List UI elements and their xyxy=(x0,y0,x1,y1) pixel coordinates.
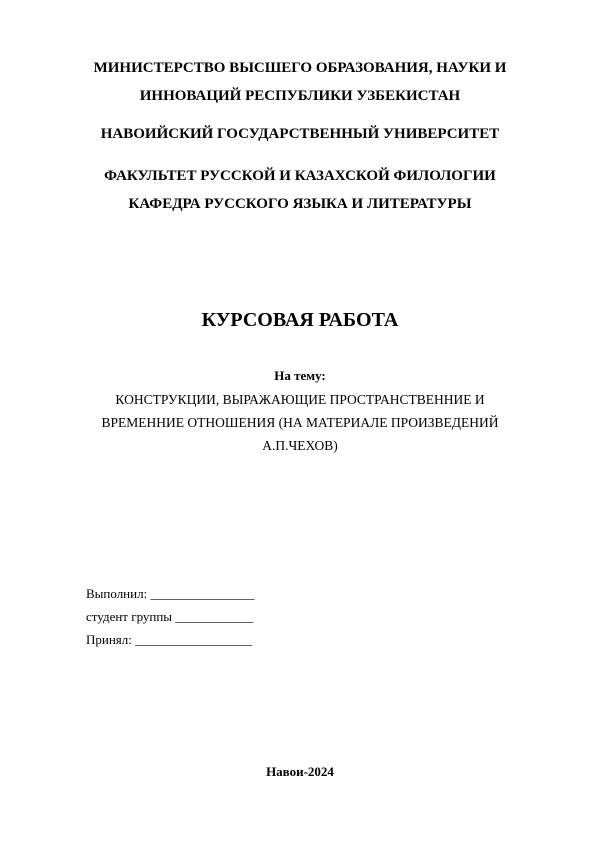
performed-by-field: Выполнил: ________________ xyxy=(86,586,255,601)
topic-label: На тему: xyxy=(274,368,326,383)
university-heading xyxy=(20,120,580,148)
university-name: НАВОИЙСКИЙ ГОСУДАРСТВЕННЫЙ УНИВЕРСИТЕТ xyxy=(100,126,500,142)
student-group-field: студент группы ____________ xyxy=(86,609,254,624)
ministry-line-2: ИННОВАЦИЙ РЕСПУБЛИКИ УЗБЕКИСТАН xyxy=(139,88,461,104)
topic-line-1: КОНСТРУКЦИИ, ВЫРАЖАЮЩИЕ ПРОСТРАНСТВЕННИЕ И xyxy=(115,392,485,407)
topic-text xyxy=(20,388,580,457)
faculty-heading xyxy=(20,162,580,218)
ministry-line-1: МИНИСТЕРСТВО ВЫСШЕГО ОБРАЗОВАНИЯ, НАУКИ И xyxy=(93,60,507,76)
topic-line-3: А.П.ЧЕХОВ) xyxy=(262,438,338,453)
accepted-by-field: Принял: __________________ xyxy=(86,632,253,647)
topic-line-2: ВРЕМЕННИЕ ОТНОШЕНИЯ (НА МАТЕРИАЛЕ ПРОИЗВЕДЕНИЙ xyxy=(101,415,499,430)
faculty-name: ФАКУЛЬТЕТ РУССКОЙ И КАЗАХСКОЙ ФИЛОЛОГИИ xyxy=(104,168,496,184)
department-name: КАФЕДРА РУССКОГО ЯЗЫКА И ЛИТЕРАТУРЫ xyxy=(128,196,472,212)
ministry-heading xyxy=(20,54,580,110)
document-title: КУРСОВАЯ РАБОТА xyxy=(201,309,399,331)
city-year: Навои-2024 xyxy=(266,764,334,779)
